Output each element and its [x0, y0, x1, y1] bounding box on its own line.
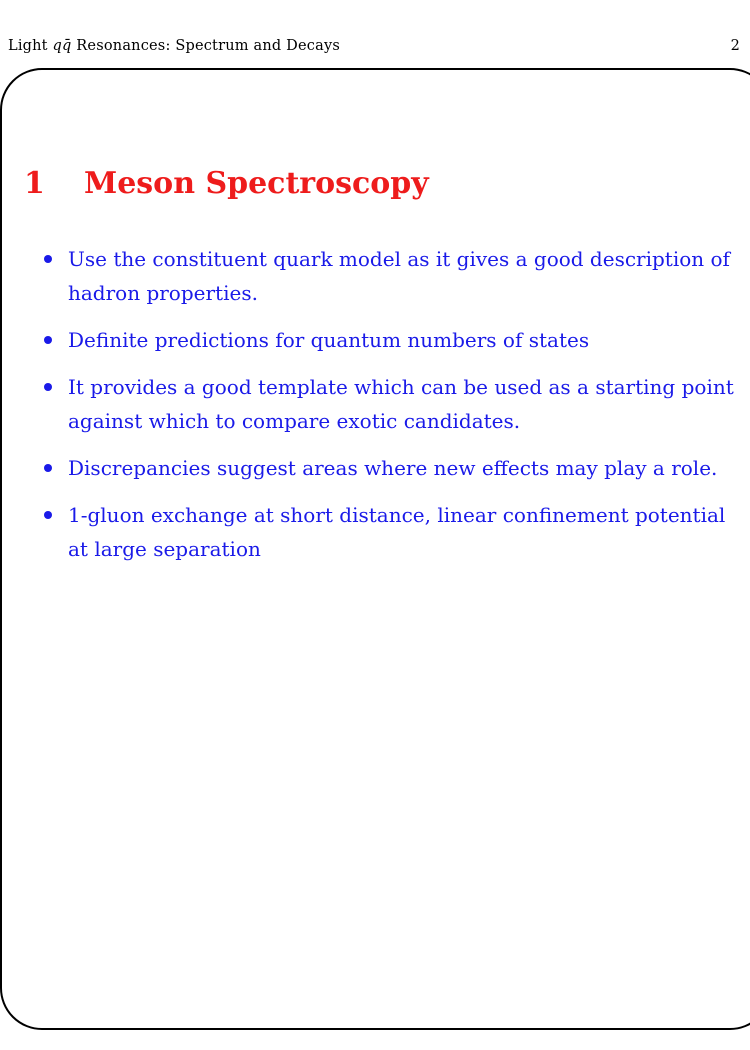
page-number: 2	[730, 38, 740, 54]
list-item-text: Discrepancies suggest areas where new effects may play a role.	[68, 456, 718, 480]
running-header	[8, 38, 740, 58]
section-number: 1	[24, 166, 45, 201]
list-item	[44, 370, 734, 438]
header-title-suffix: Resonances: Spectrum and Decays	[71, 38, 340, 54]
header-title-prefix: Light	[8, 38, 53, 54]
section-title: Meson Spectroscopy	[84, 166, 429, 201]
list-item-text: 1-gluon exchange at short distance, linear confinement potential at large separation	[68, 503, 726, 561]
bullet-icon	[44, 464, 52, 472]
list-item-text: Use the constituent quark model as it gives a good description of hadron properties.	[68, 247, 730, 305]
header-title	[8, 38, 340, 54]
section-heading	[24, 166, 429, 201]
list-item	[44, 323, 734, 357]
list-item-text: Definite predictions for quantum numbers of states	[68, 328, 590, 352]
list-item	[44, 498, 734, 566]
list-item	[44, 451, 734, 485]
header-title-math: qq̄	[52, 38, 72, 54]
bullet-list	[44, 242, 734, 579]
bullet-icon	[44, 511, 52, 519]
bullet-icon	[44, 336, 52, 344]
list-item-text: It provides a good template which can be used as a starting point against which to compare exotic candidates.	[68, 375, 734, 433]
bullet-icon	[44, 255, 52, 263]
list-item	[44, 242, 734, 310]
bullet-icon	[44, 383, 52, 391]
